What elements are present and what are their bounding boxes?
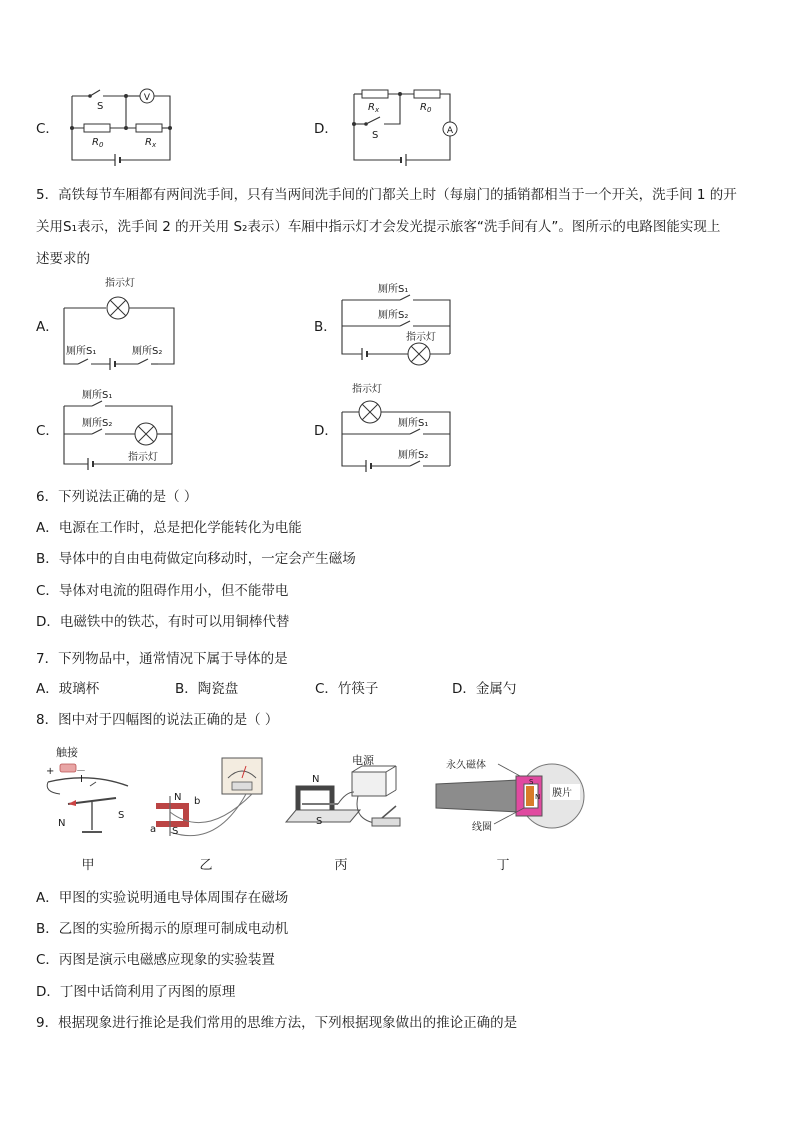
bing-n-label: N (312, 774, 320, 785)
jia-s-label: S (118, 810, 125, 821)
q8-option-b: B．乙图的实验所揭示的原理可制成电动机 (36, 921, 289, 937)
q7-option-c: C．竹筷子 (315, 681, 379, 697)
svg-text:Rx (145, 137, 157, 149)
q5-b-s1-label: 厕所S₁ (378, 284, 409, 295)
q7-stem: 7．下列物品中，通常情况下属于导体的是 (36, 651, 288, 667)
yi-b-label: b (194, 796, 201, 807)
q5-stem-line3: 述要求的 (36, 251, 90, 267)
q5-option-c-label: C． (36, 423, 59, 439)
q6-option-c: C．导体对电流的阻碍作用小，但不能带电 (36, 583, 289, 599)
q5-c-s2-label: 厕所S₂ (82, 418, 113, 429)
q4-d-r0-sub: 0 (426, 106, 432, 114)
jia-current-label: I (80, 774, 83, 785)
q5-a-lamp-label: 指示灯 (105, 278, 135, 289)
q9-stem: 9．根据现象进行推论是我们常用的思维方法，下列根据现象做出的推论正确的是 (36, 1015, 518, 1031)
q4-d-rx: R (368, 102, 375, 113)
q8-stem: 8．图中对于四幅图的说法正确的是（ ） (36, 712, 279, 728)
q4-c-r0-sub: 0 (98, 141, 104, 149)
ding-s-top: S (529, 778, 534, 786)
q5-option-a-circuit (62, 276, 182, 372)
q5-stem-line2: 关用S₁表示，洗手间 2 的开关用 S₂表示）车厢中指示灯才会发光提示旅客“洗手间有人”。图所示的电路图能实现上 (36, 219, 721, 235)
ding-n-mid: N (535, 793, 541, 801)
q6-option-d: D．电磁铁中的铁芯，有时可以用铜棒代替 (36, 614, 290, 630)
q4-d-switch-label: S (372, 130, 379, 141)
q5-c-lamp-label: 指示灯 (128, 452, 158, 463)
q7-option-b: B．陶瓷盘 (175, 681, 239, 697)
yi-a-label: a (150, 824, 157, 835)
q4-option-d-label: D． (314, 121, 338, 137)
q7-option-a: A．玻璃杯 (36, 681, 100, 697)
q5-stem-line1: 5．高铁每节车厢都有两间洗手间，只有当两间洗手间的门都关上时（每扇门的插销都相当于一个开关，洗手间 1 的开 (36, 187, 737, 203)
q8-figure-ding (432, 754, 592, 842)
yi-s-label: S (172, 826, 179, 837)
ding-magnet-label: 永久磁体 (446, 760, 486, 771)
q4-c-switch-label: S (97, 101, 104, 112)
q8-caption-ding: 丁 (496, 858, 510, 873)
bing-power-label: 电源 (352, 754, 374, 767)
ding-coil-label: 线圈 (472, 822, 492, 833)
ding-diaphragm-label: 膜片 (552, 788, 572, 799)
q5-option-d-circuit (340, 380, 460, 472)
q4-option-c-label: C． (36, 121, 59, 137)
svg-text:Rx (368, 102, 380, 114)
q8-figure-jia (40, 742, 140, 842)
svg-text:R0 (92, 137, 104, 149)
q5-d-lamp-label: 指示灯 (352, 384, 382, 395)
jia-touch-label: 触接 (56, 746, 78, 759)
q5-option-b-circuit (340, 280, 460, 372)
jia-minus: － (76, 766, 86, 777)
q7-option-d: D．金属勺 (452, 681, 517, 697)
q8-caption-bing: 丙 (334, 858, 348, 873)
q4-option-d-circuit (344, 84, 464, 169)
q4-c-rx: R (145, 137, 152, 148)
q4-c-rx-sub: x (151, 141, 157, 149)
q6-option-a: A．电源在工作时，总是把化学能转化为电能 (36, 520, 302, 536)
q5-option-b-label: B． (314, 319, 337, 335)
q5-a-s1-label: 厕所S₁ (66, 346, 97, 357)
q5-b-lamp-label: 指示灯 (406, 332, 436, 343)
q4-d-rx-sub: x (374, 106, 380, 114)
jia-n-label: N (58, 818, 66, 829)
q5-d-s2-label: 厕所S₂ (398, 450, 429, 461)
q8-option-a: A．甲图的实验说明通电导体周围存在磁场 (36, 890, 289, 906)
q5-option-a-label: A． (36, 319, 59, 335)
q8-caption-yi: 乙 (199, 858, 213, 873)
q4-c-r0: R (92, 137, 99, 148)
q8-figure-bing (282, 752, 412, 842)
q6-option-b: B．导体中的自由电荷做定向移动时，一定会产生磁场 (36, 551, 356, 567)
q8-option-c: C．丙图是演示电磁感应现象的实验装置 (36, 952, 275, 968)
jia-plus: + (46, 766, 55, 777)
q4-option-c-circuit (60, 84, 180, 169)
q4-d-meter-symbol: A (446, 126, 454, 136)
q6-stem: 6．下列说法正确的是（ ） (36, 489, 198, 505)
q5-a-s2-label: 厕所S₂ (132, 346, 163, 357)
q5-d-s1-label: 厕所S₁ (398, 418, 429, 429)
q4-d-r0: R (420, 102, 427, 113)
q5-option-d-label: D． (314, 423, 338, 439)
bing-s-label: S (316, 816, 323, 827)
q4-c-meter-symbol: V (143, 93, 151, 103)
q8-caption-jia: 甲 (81, 858, 95, 873)
q5-c-s1-label: 厕所S₁ (82, 390, 113, 401)
svg-text:R0 (420, 102, 432, 114)
q5-b-s2-label: 厕所S₂ (378, 310, 409, 321)
q8-option-d: D．丁图中话筒利用了丙图的原理 (36, 984, 236, 1000)
yi-n-label: N (174, 792, 182, 803)
q8-figure-yi (146, 752, 276, 844)
q5-option-c-circuit (62, 386, 182, 470)
